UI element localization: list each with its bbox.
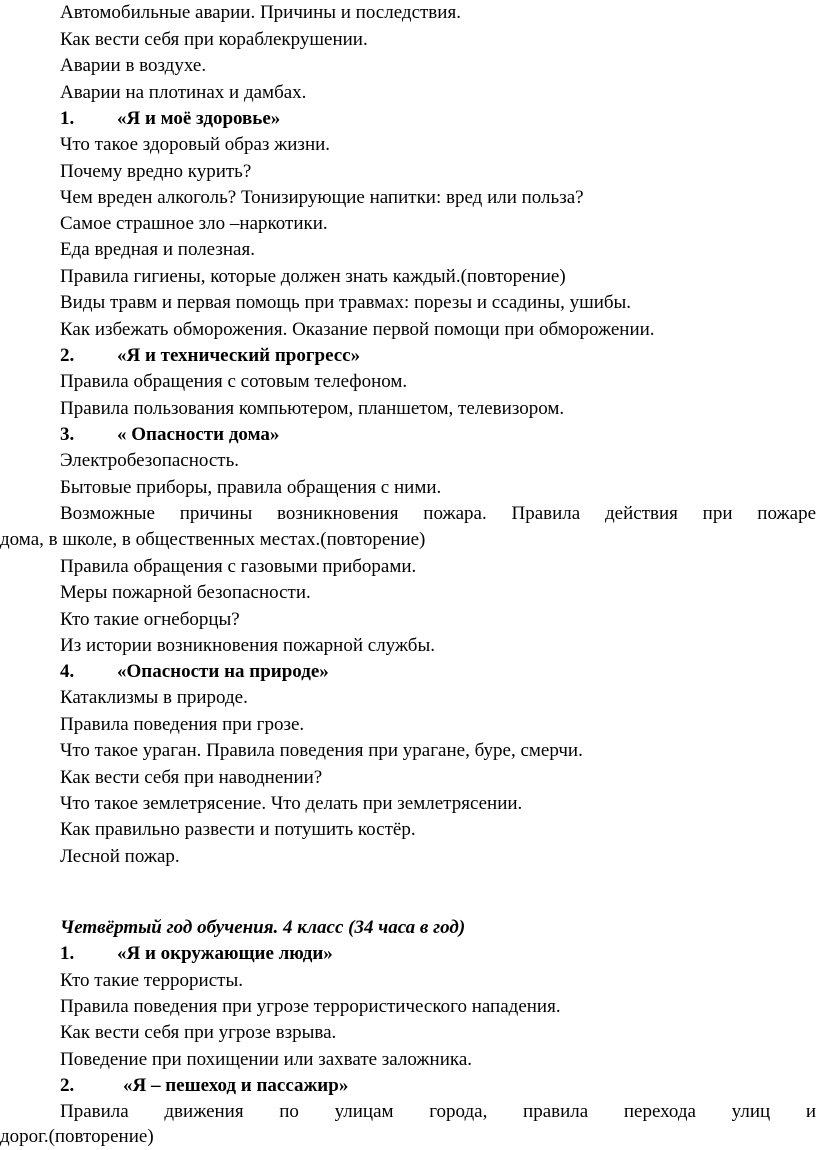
text-line: Правила гигиены, которые должен знать каждый.(повторение)	[60, 266, 566, 287]
text-line: Чем вреден алкоголь? Тонизирующие напитки: вред или польза?	[60, 187, 584, 208]
section-title: «Я – пешеход и пассажир»	[123, 1075, 349, 1096]
section-heading	[60, 1073, 816, 1099]
section-number: 1.	[60, 108, 75, 129]
text-line: Возможные причины возникновения пожара. Правила действия при пожаре	[60, 503, 816, 524]
text-line: Что такое землетрясение. Что делать при землетрясении.	[60, 793, 523, 814]
text-line: Как вести себя при угрозе взрыва.	[60, 1022, 337, 1043]
section-heading	[60, 343, 816, 369]
section-title: «Я и технический прогресс»	[117, 345, 361, 366]
text-line: Что такое здоровый образ жизни.	[60, 134, 331, 155]
text-line: Аварии на плотинах и дамбах.	[60, 82, 307, 103]
text-line: Правила поведения при грозе.	[60, 714, 305, 735]
text-line: Меры пожарной безопасности.	[60, 582, 311, 603]
section-title: « Опасности дома»	[117, 424, 280, 445]
text-line: Электробезопасность.	[60, 450, 240, 471]
text-line: Как вести себя при наводнении?	[60, 767, 323, 788]
text-line: дорог.(повторение)	[0, 1126, 154, 1147]
text-line: Кто такие террористы.	[60, 970, 243, 991]
text-line: дома, в школе, в общественных местах.(повторение)	[0, 529, 426, 550]
text-line: Еда вредная и полезная.	[60, 239, 255, 260]
section-heading	[60, 106, 816, 132]
text-line: Лесной пожар.	[60, 846, 180, 867]
text-line: Что такое ураган. Правила поведения при урагане, буре, смерчи.	[60, 740, 583, 761]
text-line: Виды травм и первая помощь при травмах: порезы и ссадины, ушибы.	[60, 292, 632, 313]
section-number: 2.	[60, 1075, 75, 1096]
text-line: Кто такие огнеборцы?	[60, 609, 240, 630]
text-line: Правила обращения с сотовым телефоном.	[60, 371, 408, 392]
text-line: Автомобильные аварии. Причины и последствия.	[60, 2, 461, 23]
section-title: «Опасности на природе»	[117, 661, 329, 682]
text-line: Как правильно развести и потушить костёр.	[60, 819, 416, 840]
year-heading: Четвёртый год обучения. 4 класс (34 часа в год)	[60, 917, 466, 938]
text-line: Правила движения по улицам города, правила перехода улиц и	[60, 1101, 816, 1122]
section-heading	[60, 422, 816, 448]
section-number: 2.	[60, 345, 75, 366]
text-line: Поведение при похищении или захвате заложника.	[60, 1049, 473, 1070]
section-number: 4.	[60, 661, 75, 682]
section-title: «Я и моё здоровье»	[117, 108, 281, 129]
text-line: Правила поведения при угрозе террористического нападения.	[60, 996, 561, 1017]
text-line: Из истории возникновения пожарной службы.	[60, 635, 435, 656]
section-heading	[60, 941, 816, 967]
text-line: Правила пользования компьютером, планшетом, телевизором.	[60, 398, 565, 419]
section-number: 1.	[60, 943, 75, 964]
section-heading	[60, 659, 816, 685]
text-line: Почему вредно курить?	[60, 161, 252, 182]
section-title: «Я и окружающие люди»	[117, 943, 333, 964]
text-line: Правила обращения с газовыми приборами.	[60, 556, 417, 577]
text-line: Самое страшное зло –наркотики.	[60, 213, 328, 234]
text-line: Как вести себя при кораблекрушении.	[60, 29, 368, 50]
text-line: Катаклизмы в природе.	[60, 687, 248, 708]
text-line: Бытовые приборы, правила обращения с ними.	[60, 477, 442, 498]
section-number: 3.	[60, 424, 75, 445]
text-line: Как избежать обморожения. Оказание первой помощи при обморожении.	[60, 319, 655, 340]
text-line: Аварии в воздухе.	[60, 55, 207, 76]
